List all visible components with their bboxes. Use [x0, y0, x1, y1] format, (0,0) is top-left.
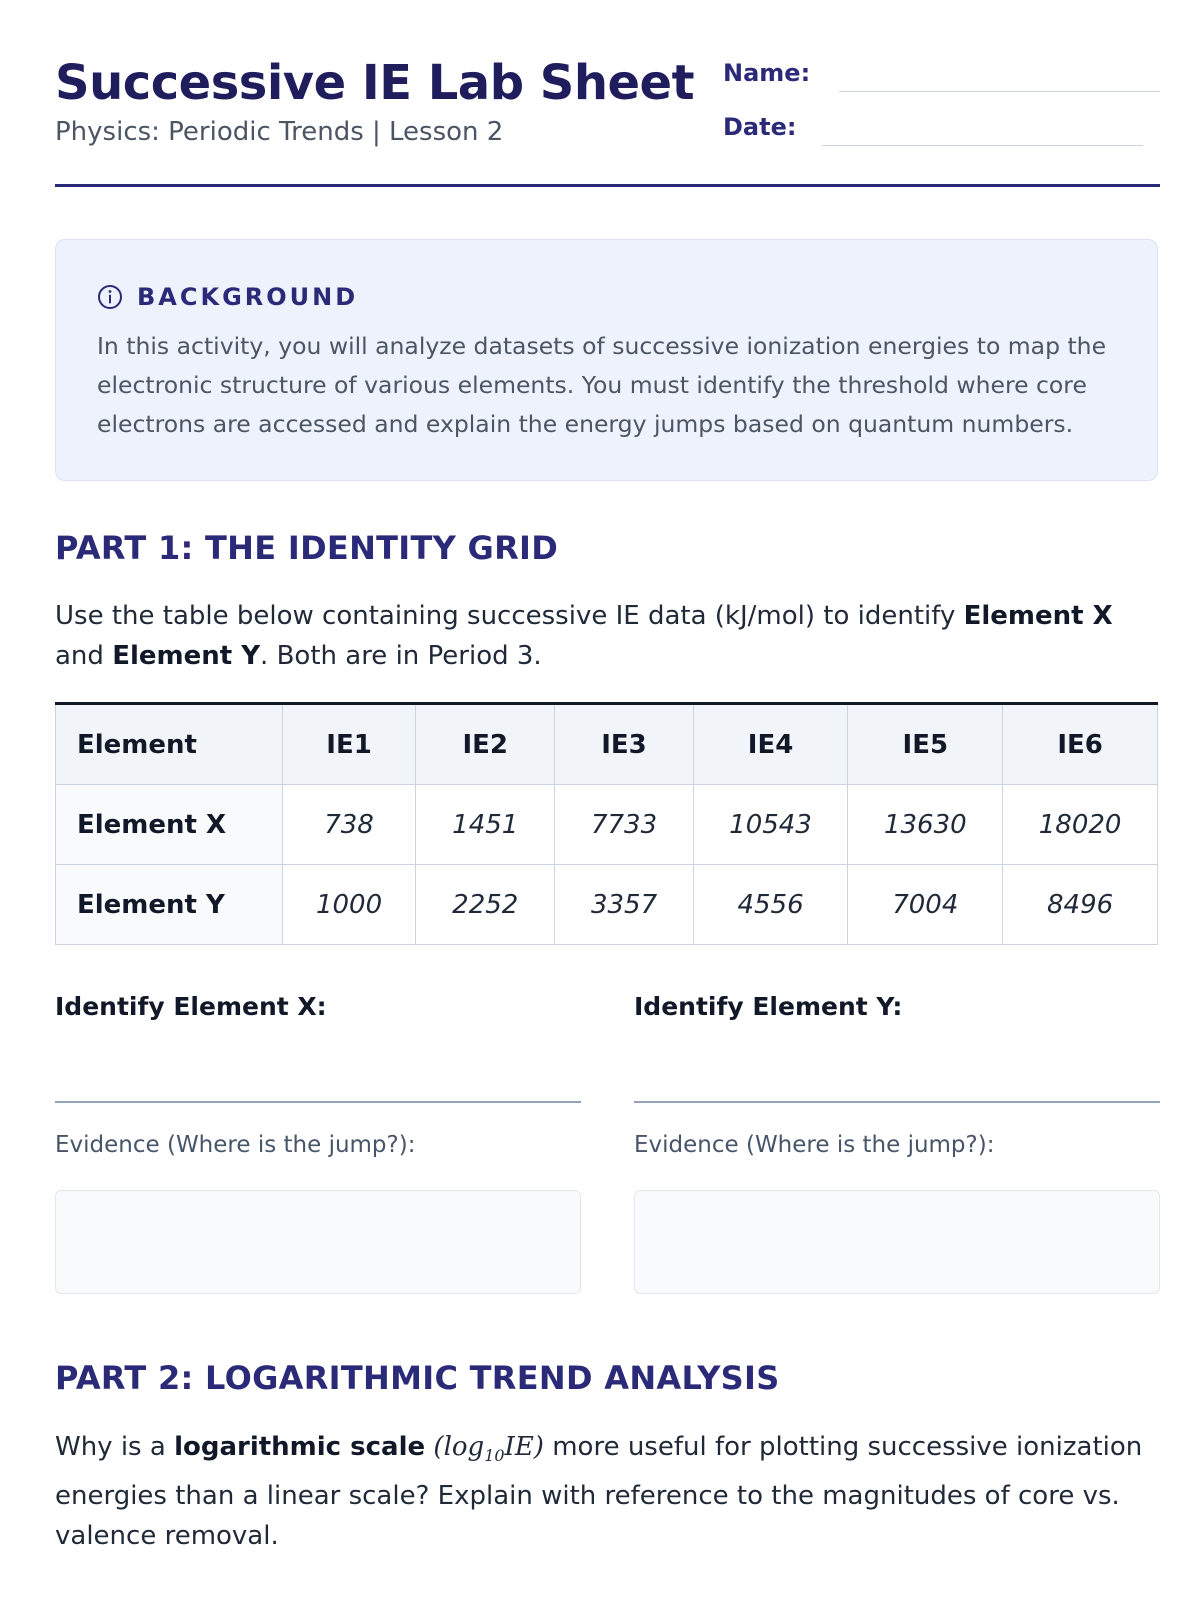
- header: [55, 52, 1160, 187]
- part2-title: PART 2: LOGARITHMIC TREND ANALYSIS: [55, 1359, 780, 1397]
- part1-intro-element-x: Element X: [963, 601, 1113, 631]
- identify-element-y-label: Identify Element Y:: [634, 992, 903, 1021]
- table-row: [56, 865, 1158, 945]
- table-row: [56, 785, 1158, 865]
- date-field: [723, 109, 1160, 149]
- page-title: Successive IE Lab Sheet: [55, 55, 695, 111]
- part1-intro-text-2: and: [55, 641, 113, 671]
- log-function: log: [443, 1432, 485, 1462]
- column-header-ie5: IE5: [848, 704, 1003, 785]
- table-cell: 10543: [693, 785, 848, 865]
- table-header-row: [56, 704, 1158, 785]
- table-cell: 18020: [1003, 785, 1158, 865]
- column-header-ie6: IE6: [1003, 704, 1158, 785]
- column-header-element: Element: [56, 704, 283, 785]
- column-header-ie1: IE1: [283, 704, 416, 785]
- part1-title: PART 1: THE IDENTITY GRID: [55, 529, 559, 567]
- row-label: Element Y: [56, 865, 283, 945]
- column-header-ie2: IE2: [416, 704, 555, 785]
- evidence-y-box[interactable]: [634, 1190, 1160, 1294]
- part1-intro-text-3: . Both are in Period 3.: [260, 641, 542, 671]
- date-label: Date:: [723, 113, 797, 141]
- name-label: Name:: [723, 59, 811, 87]
- identify-element-x-section: [55, 990, 581, 1290]
- column-header-ie4: IE4: [693, 704, 848, 785]
- log-close-paren: ): [533, 1432, 544, 1462]
- log-base: 10: [484, 1446, 505, 1466]
- info-icon: [97, 284, 123, 310]
- lab-sheet: [55, 52, 1160, 1552]
- part2-text-2: more useful for plotting successive ionization energies than a linear scale? Explain with reference to the magnitudes of core vs. valence removal.: [55, 1432, 1143, 1552]
- background-box: [55, 239, 1158, 481]
- column-header-ie3: IE3: [555, 704, 693, 785]
- page-subtitle: Physics: Periodic Trends | Lesson 2: [55, 117, 504, 147]
- log-expression: [433, 1432, 544, 1466]
- table-cell: 3357: [555, 865, 693, 945]
- background-title: BACKGROUND: [137, 283, 359, 311]
- table-cell: 7004: [848, 865, 1003, 945]
- name-line[interactable]: [839, 91, 1160, 92]
- part2-text-1: Why is a: [55, 1432, 175, 1462]
- name-field: [723, 55, 1160, 95]
- log-open-paren: (: [433, 1432, 444, 1462]
- table-cell: 1000: [283, 865, 416, 945]
- background-text: In this activity, you will analyze datasets of successive ionization energies to map the electronic structure of various elements. You must identify the threshold where core electrons are accessed and explain the energy jumps based on quantum numbers.: [97, 332, 1107, 438]
- identify-element-x-label: Identify Element X:: [55, 992, 327, 1021]
- part1-instructions: [55, 596, 1160, 676]
- row-label: Element X: [56, 785, 283, 865]
- part2-bold-term: logarithmic scale: [174, 1432, 426, 1462]
- table-cell: 13630: [848, 785, 1003, 865]
- evidence-x-label: Evidence (Where is the jump?):: [55, 1132, 416, 1158]
- identify-element-y-section: [634, 990, 1160, 1290]
- element-x-answer-line[interactable]: [55, 1101, 581, 1103]
- table-cell: 2252: [416, 865, 555, 945]
- ie-data-table: [55, 702, 1158, 945]
- part2-question: [55, 1427, 1160, 1556]
- table-cell: 4556: [693, 865, 848, 945]
- evidence-x-box[interactable]: [55, 1190, 581, 1294]
- date-line[interactable]: [822, 145, 1143, 146]
- part1-intro-text-1: Use the table below containing successive IE data (kJ/mol) to identify: [55, 601, 964, 631]
- table-cell: 7733: [555, 785, 693, 865]
- element-y-answer-line[interactable]: [634, 1101, 1160, 1103]
- table-cell: 1451: [416, 785, 555, 865]
- table-cell: 8496: [1003, 865, 1158, 945]
- log-variable: IE: [504, 1432, 534, 1462]
- evidence-y-label: Evidence (Where is the jump?):: [634, 1132, 995, 1158]
- part1-intro-element-y: Element Y: [112, 641, 261, 671]
- table-cell: 738: [283, 785, 416, 865]
